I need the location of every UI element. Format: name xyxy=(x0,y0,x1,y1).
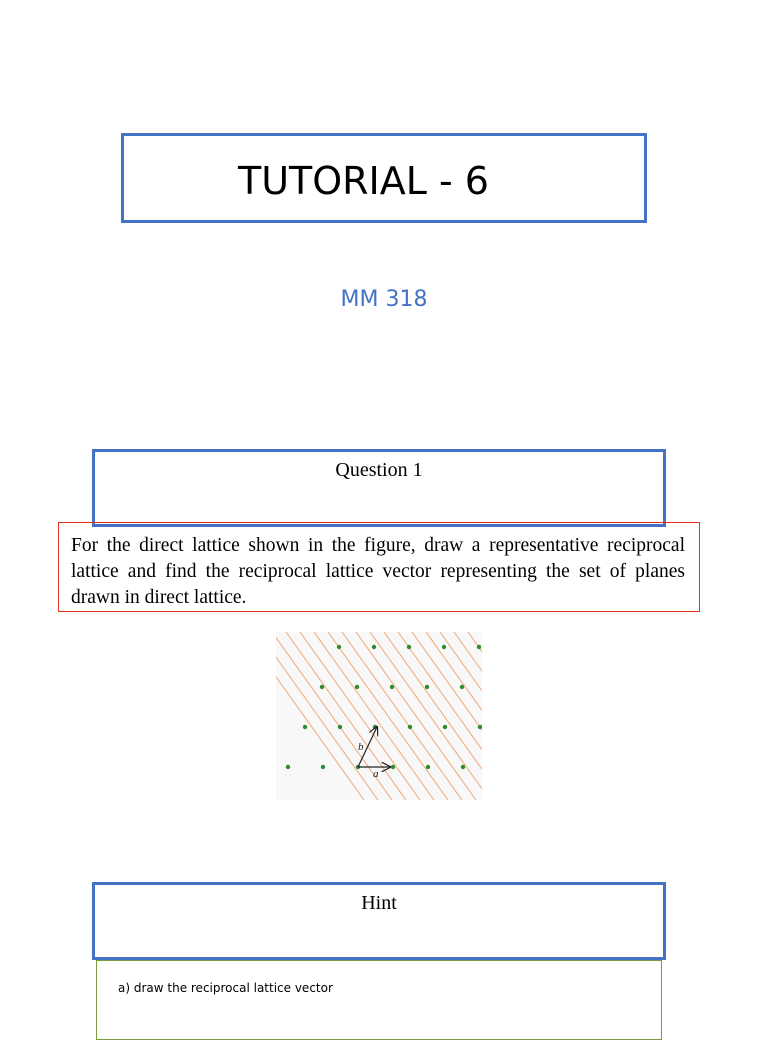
hint-heading-box xyxy=(92,882,666,960)
lattice-point xyxy=(337,645,341,649)
lattice-point xyxy=(425,685,429,689)
lattice-point xyxy=(442,645,446,649)
lattice-point xyxy=(477,645,481,649)
vector-b-label: b xyxy=(358,741,364,753)
vector-a-label: a xyxy=(373,768,379,780)
hint-heading: Hint xyxy=(361,892,397,914)
lattice-point xyxy=(303,725,307,729)
course-code: MM 318 xyxy=(340,287,428,312)
lattice-point xyxy=(372,645,376,649)
lattice-point xyxy=(338,725,342,729)
lattice-point xyxy=(408,725,412,729)
question-text: For the direct lattice shown in the figure, draw a representative reciprocal lattice and find the reciprocal lattice vector representing the set of planes drawn in direct lattice. xyxy=(71,535,685,608)
lattice-figure xyxy=(276,632,482,800)
lattice-point xyxy=(443,725,447,729)
lattice-point xyxy=(461,765,465,769)
hint-text: a) draw the reciprocal lattice vector xyxy=(118,981,333,995)
hint-body-box xyxy=(96,960,662,1040)
lattice-point xyxy=(286,765,290,769)
title-box xyxy=(121,133,647,223)
question-heading: Question 1 xyxy=(335,459,423,481)
lattice-point xyxy=(320,685,324,689)
question-body-box xyxy=(58,522,700,612)
page-title: TUTORIAL - 6 xyxy=(238,159,489,203)
lattice-point xyxy=(460,685,464,689)
lattice-point xyxy=(426,765,430,769)
lattice-point xyxy=(478,725,482,729)
lattice-point xyxy=(355,685,359,689)
question-heading-box xyxy=(92,449,666,527)
lattice-point xyxy=(407,645,411,649)
lattice-point xyxy=(321,765,325,769)
lattice-point xyxy=(390,685,394,689)
lattice-point xyxy=(391,765,395,769)
figure-background xyxy=(276,632,482,800)
